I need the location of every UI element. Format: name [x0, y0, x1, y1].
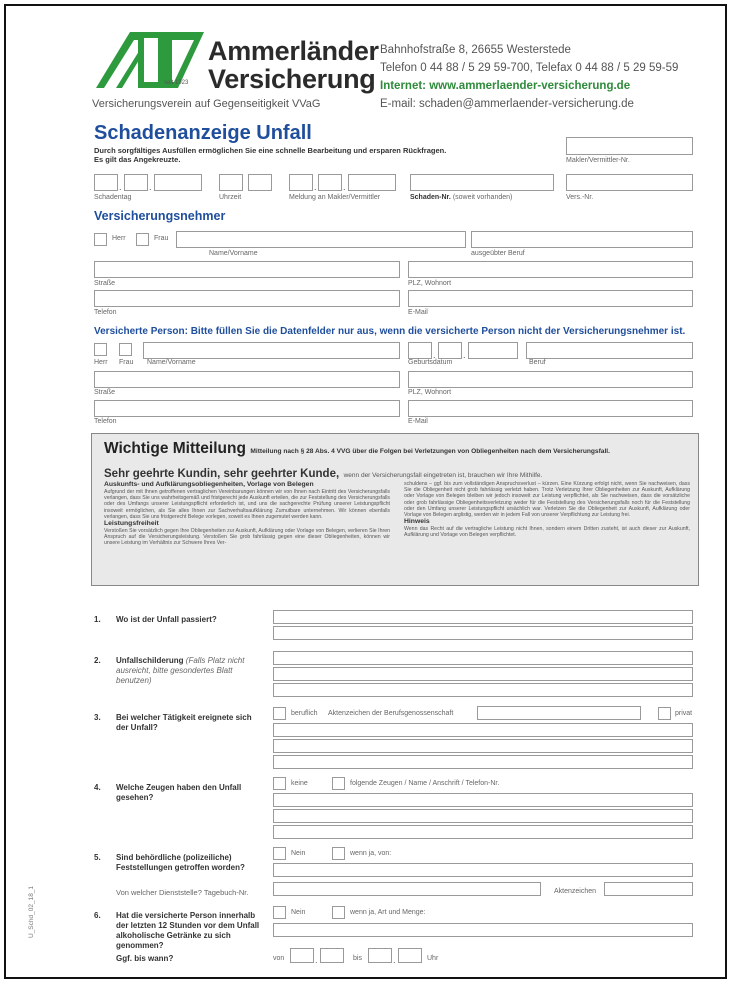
q1-number: 1. — [94, 615, 101, 624]
q5-dienststelle-field[interactable] — [273, 882, 541, 896]
form-intro-line1: Durch sorgfältiges Ausfüllen ermöglichen Sie eine schnelle Bearbeitung und ersparen Rückfragen. — [94, 146, 447, 155]
q3-privat-label: privat — [675, 710, 693, 717]
q6-bis-label: bis — [353, 955, 362, 962]
vp-telefon-field[interactable] — [94, 400, 400, 417]
vn-name-field[interactable] — [176, 231, 466, 248]
vn-plz-label: PLZ, Wohnort — [408, 280, 452, 287]
q1-answer-line1[interactable] — [273, 610, 693, 624]
q5-nein-label: Nein — [291, 850, 306, 857]
vp-plz-label: PLZ, Wohnort — [408, 389, 452, 396]
date-dot: . — [433, 350, 436, 360]
q5-number: 5. — [94, 853, 101, 862]
vp-heading: Versicherte Person: Bitte füllen Sie die Datenfelder nur aus, wenn die versicherte Person nicht der Versicherungsnehmer ist. — [94, 326, 686, 337]
company-phone: Telefon 0 44 88 / 5 29 59-700, Telefax 0 44 88 / 5 29 59-59 — [380, 62, 679, 74]
q4-answer-line1[interactable] — [273, 793, 693, 807]
vers-nr-field[interactable] — [566, 174, 693, 191]
company-address: Bahnhofstraße 8, 26655 Westerstede — [380, 44, 571, 56]
uhrzeit-label: Uhrzeit — [219, 194, 242, 201]
vn-telefon-field[interactable] — [94, 290, 400, 307]
meldung-year[interactable] — [348, 174, 396, 191]
q3-answer-line3[interactable] — [273, 755, 693, 769]
q5-nein-checkbox[interactable] — [273, 847, 286, 860]
q3-privat-checkbox[interactable] — [658, 707, 671, 720]
form-intro-line2: Es gilt das Angekreuzte. — [94, 155, 181, 164]
vp-herr-label: Herr — [94, 359, 108, 366]
q3-beruflich-label: beruflich — [291, 710, 318, 717]
vp-name-label: Name/Vorname — [147, 359, 196, 366]
meldung-day[interactable] — [289, 174, 313, 191]
q3-answer-line2[interactable] — [273, 739, 693, 753]
q3-beruflich-checkbox[interactable] — [273, 707, 286, 720]
q6-von-label: von — [273, 955, 285, 962]
q6-number: 6. — [94, 911, 101, 920]
company-internet[interactable]: Internet: www.ammerlaender-versicherung.de — [380, 80, 631, 92]
date-dot: . — [463, 350, 466, 360]
q6-answer-line[interactable] — [273, 923, 693, 937]
q2-answer-line2[interactable] — [273, 667, 693, 681]
vp-email-label: E-Mail — [408, 418, 428, 425]
notice-greeting: Sehr geehrte Kundin, sehr geehrter Kunde, wenn der Versicherungsfall eingetreten ist, brauchen wir Ihre Mithilfe. — [104, 468, 543, 480]
company-name-line2: Versicherung — [208, 64, 376, 94]
claim-form-page — [4, 4, 727, 979]
company-name-line1: Ammerländer — [208, 36, 379, 66]
schadentag-month[interactable] — [124, 174, 148, 191]
q4-keine-label: keine — [291, 780, 308, 787]
vp-name-field[interactable] — [143, 342, 400, 359]
notice-h2: Leistungsfreiheit — [104, 520, 159, 528]
q4-folgende-checkbox[interactable] — [332, 777, 345, 790]
time-dot: . — [315, 955, 318, 965]
notice-title: Wichtige Mitteilung Mitteilung nach § 28 Abs. 4 VVG über die Folgen bei Verletzungen von Obliegenheiten nach dem Versicherungsfall. — [104, 440, 610, 457]
q2-answer-line3[interactable] — [273, 683, 693, 697]
vers-nr-label: Vers.-Nr. — [566, 194, 594, 201]
q6-wennja-label: wenn ja, Art und Menge: — [350, 909, 426, 916]
vn-telefon-label: Telefon — [94, 309, 117, 316]
notice-p2: Verstoßen Sie vorsätzlich gegen Ihre Obliegenheiten zur Auskunft, Aufklärung oder Vorlage von Belegen, verlieren Sie Ihren Anspruch auf die Versicherungsleistung. Verstoßen Sie grob fahrlässig gegen eine dieser Obliegenheiten, können wir unsere Leistung im Verhältnis zur Schwere Ihres Ver- — [104, 528, 390, 547]
av-logo-icon — [94, 30, 206, 92]
q3-text: Bei welcher Tätigkeit ereignete sich der Unfall? — [116, 713, 252, 732]
makler-nr-label: Makler/Vermittler-Nr. — [566, 157, 630, 164]
vp-herr-checkbox[interactable] — [94, 343, 107, 356]
uhrzeit-hours[interactable] — [219, 174, 243, 191]
vn-email-field[interactable] — [408, 290, 693, 307]
vn-email-label: E-Mail — [408, 309, 428, 316]
company-logo — [94, 30, 206, 92]
q6-bis-minutes[interactable] — [398, 948, 422, 963]
q6-bis-wann: Ggf. bis wann? — [116, 954, 174, 963]
vp-geburt-year[interactable] — [468, 342, 518, 359]
q5-aktenzeichen-field[interactable] — [604, 882, 693, 896]
q4-number: 4. — [94, 783, 101, 792]
meldung-label: Meldung an Makler/Vermittler — [289, 194, 381, 201]
q5-wennja-label: wenn ja, von: — [350, 850, 392, 857]
makler-nr-field[interactable] — [566, 137, 693, 155]
vp-email-field[interactable] — [408, 400, 693, 417]
q4-answer-line3[interactable] — [273, 825, 693, 839]
vn-frau-checkbox[interactable] — [136, 233, 149, 246]
notice-right-column — [404, 481, 690, 539]
q3-number: 3. — [94, 713, 101, 722]
form-code-vertical: U_Schd_02_18_1 — [28, 885, 35, 938]
vn-beruf-label: ausgeübter Beruf — [471, 250, 525, 257]
vn-herr-label: Herr — [112, 235, 126, 242]
notice-h1: Auskunfts- und Aufklärungsobliegenheiten, Vorlage von Belegen — [104, 481, 314, 488]
q6-uhr-label: Uhr — [427, 955, 439, 962]
vp-beruf-field[interactable] — [526, 342, 693, 359]
schadentag-day[interactable] — [94, 174, 118, 191]
notice-h3: Hinweis — [404, 518, 430, 526]
q6-von-hours[interactable] — [290, 948, 314, 963]
q6-bis-hours[interactable] — [368, 948, 392, 963]
q5-wennja-checkbox[interactable] — [332, 847, 345, 860]
vp-geburt-day[interactable] — [408, 342, 432, 359]
q4-answer-line2[interactable] — [273, 809, 693, 823]
q4-keine-checkbox[interactable] — [273, 777, 286, 790]
q4-text: Welche Zeugen haben den Unfall gesehen? — [116, 783, 242, 802]
q5-text: Sind behördliche (polizeiliche) Feststellungen getroffen worden? — [116, 853, 245, 872]
q2-answer-line1[interactable] — [273, 651, 693, 665]
date-dot: . — [119, 182, 122, 192]
notice-p4: Wenn das Recht auf die vertragliche Leistung nicht Ihnen, sondern einem Dritten zusteht, ist auch dieser zur Auskunft, Aufklärung und Vorlage von Belegen verpflichtet. — [404, 526, 690, 539]
schadentag-label: Schadentag — [94, 194, 132, 201]
q2-number: 2. — [94, 656, 101, 665]
notice-left-column — [104, 481, 390, 547]
vn-herr-checkbox[interactable] — [94, 233, 107, 246]
q5-dienststelle-label: Von welcher Dienststelle? Tagebuch-Nr. — [116, 888, 249, 897]
company-email[interactable]: E-mail: schaden@ammerlaender-versicherung.de — [380, 98, 634, 110]
schadentag-year[interactable] — [154, 174, 202, 191]
vp-geburt-month[interactable] — [438, 342, 462, 359]
vn-beruf-field[interactable] — [471, 231, 693, 248]
notice-box — [91, 433, 699, 586]
schaden-nr-label: Schaden-Nr. (soweit vorhanden) — [410, 194, 513, 201]
q3-aktenzeichen-label: Aktenzeichen der Berufsgenossenschaft — [328, 710, 454, 717]
time-dot: . — [393, 955, 396, 965]
q3-aktenzeichen-field[interactable] — [477, 706, 641, 720]
vp-frau-label: Frau — [119, 359, 134, 366]
vn-strasse-label: Straße — [94, 280, 116, 287]
vp-beruf-label: Beruf — [529, 359, 546, 366]
q6-nein-label: Nein — [291, 909, 306, 916]
uhrzeit-minutes[interactable] — [248, 174, 272, 191]
q5-answer-line[interactable] — [273, 863, 693, 877]
vp-strasse-field[interactable] — [94, 371, 400, 388]
vp-telefon-label: Telefon — [94, 418, 117, 425]
form-title: Schadenanzeige Unfall — [94, 122, 312, 144]
notice-p1: Aufgrund der mit Ihnen getroffenen vertraglichen Vereinbarungen können wir von Ihnen nach Eintritt des Versicherungsfalls verlangen, dass Sie uns wahrheitsgemäß und fristgerecht jede Auskunft erteilen, die zur Feststellung des Versicherungsfalls oder des Umfangs unserer Leistungspflicht erforderlich ist, und uns die sachgerechte Prüfung unserer Leistungspflicht insoweit ermöglichen, als Sie alles Ihnen zur Sachverhaltsaufklärung Zumutbare unternehmen. Wir können ebenfalls verlangen, dass Sie uns fristgerecht Belege vorlegen, soweit es Ihnen zugemutet werden kann. — [104, 489, 390, 520]
q6-von-minutes[interactable] — [320, 948, 344, 963]
company-subtitle: Versicherungsverein auf Gegenseitigkeit VVaG — [92, 98, 321, 110]
q1-answer-line2[interactable] — [273, 626, 693, 640]
q3-answer-line1[interactable] — [273, 723, 693, 737]
q4-folgende-label: folgende Zeugen / Name / Anschrift / Telefon-Nr. — [350, 780, 500, 787]
vp-strasse-label: Straße — [94, 389, 116, 396]
date-dot: . — [149, 182, 152, 192]
vn-strasse-field[interactable] — [94, 261, 400, 278]
vp-frau-checkbox[interactable] — [119, 343, 132, 356]
q6-nein-checkbox[interactable] — [273, 906, 286, 919]
q2-text: Unfallschilderung (Falls Platz nicht ausreicht, bitte gesondertes Blatt benutzen) — [116, 656, 245, 685]
date-dot: . — [314, 182, 317, 192]
q6-text: Hat die versicherte Person innerhalb der letzten 12 Stunden vor dem Unfall alkoholische Getränke zu sich genommen? — [116, 911, 260, 950]
vp-plz-field[interactable] — [408, 371, 693, 388]
meldung-month[interactable] — [318, 174, 342, 191]
schaden-nr-field[interactable] — [410, 174, 554, 191]
notice-p3: schuldens – ggf. bis zum vollständigen Anspruchsverlust – kürzen. Eine Kürzung erfolgt nicht, wenn Sie nachweisen, dass Sie die Obliegenheit nicht grob fahrlässig verletzt haben. Trotz Verletzung Ihrer Obliegenheiten zur Auskunft, Aufklärung oder Vorlage von Belegen bleiben wir jedoch insoweit zur Leistung verpflichtet, als Sie nachweisen, dass die vorsätzliche oder grob fahrlässige Obliegenheitsverletzung weder für die Feststellung des Versicherungsfalls noch für die Feststellung oder den Umfang unserer Leistungspflicht ursächlich war. Verletzen Sie die Obliegenheit zur Auskunft, Aufklärung oder Vorlage von Belegen arglistig, werden wir in jedem Fall von unserer Verpflichtung zur Leistung frei. — [404, 481, 690, 519]
q5-aktenzeichen-label: Aktenzeichen — [554, 888, 597, 895]
logo-seit-year: seit 1923 — [164, 80, 189, 86]
vp-geburtsdatum-label: Geburtsdatum — [408, 359, 453, 366]
q1-text: Wo ist der Unfall passiert? — [116, 615, 217, 624]
vn-frau-label: Frau — [154, 235, 169, 242]
vn-heading: Versicherungsnehmer — [94, 209, 226, 223]
q6-wennja-checkbox[interactable] — [332, 906, 345, 919]
vn-plz-field[interactable] — [408, 261, 693, 278]
date-dot: . — [343, 182, 346, 192]
vn-name-label: Name/Vorname — [209, 250, 258, 257]
